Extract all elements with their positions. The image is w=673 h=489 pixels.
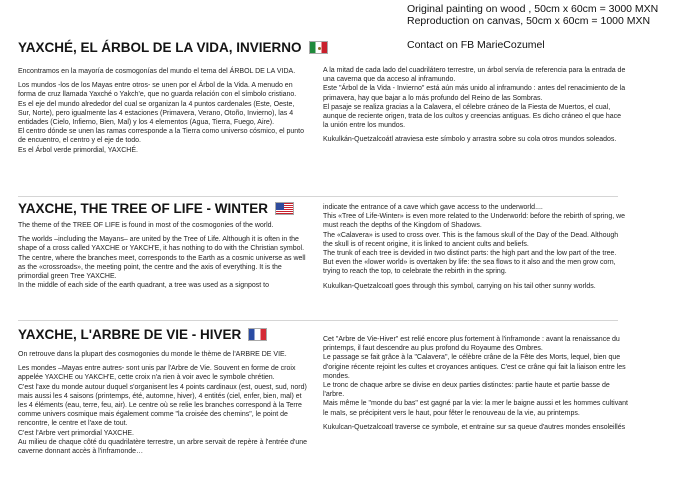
paragraph: The «Calavera» is used to cross over. This is the famous skull of the Day of the Dead. Although the skull is of recent origine, it is linked to ancient cults and beliefs.	[323, 231, 619, 248]
paragraph: Cet "Arbre de Vie-Hiver" est relié encore plus fortement à l'inframonde : avant la renaissance du printemps, il faut descendre au plus profond du Royaume des Ombres.	[323, 336, 620, 353]
paragraph: On retrouve dans la plupart des cosmogonies du monde le thème de l'ARBRE DE VIE.	[18, 351, 287, 358]
paragraph: Mais même le "monde du bas" est gagné par la vie: la mer le baigne aussi et les hommes cultivant le maïs, se précipitent vers le haut, pour fêter le renouveau de la vie, au printemps.	[323, 400, 628, 417]
paragraph: Kukulkan-Quetzalcoatl goes through this symbol, carrying on his tail other sunny worlds.	[323, 282, 596, 290]
spanish-left-column	[18, 67, 308, 155]
france-flag-icon	[248, 328, 267, 341]
mexico-flag-icon	[309, 41, 328, 54]
paragraph: Le tronc de chaque arbre se divise en deux parties distinctes: partie haute et partie basse de l'arbre.	[323, 382, 610, 399]
paragraph: In the middle of each side of the earth quadrant, a tree was used as a signpost to	[18, 282, 269, 290]
paragraph: Es el eje del mundo alrededor del cual se organizan la 4 puntos cardenales (Este, Oeste, Sur, Norte), pero igualmente las 4 estaciones (Primavera, Verano, Otoño, Invierno), las 4 entidades (Cielo, Infierno, Bien, Mal) y los 4 elementos (Agua, Tierra, Fuego, Aire).	[18, 100, 295, 127]
paragraph: Kukulcan-Quetzalcoatl traverse ce symbole, et entraine sur sa queue d'autres mondes ensoleillés	[323, 423, 626, 431]
paragraph: C'est l'Arbre vert primordial YAXCHE.	[18, 429, 135, 437]
divider	[18, 196, 618, 197]
paragraph: But even the «lower world» is overtaken by life: the sea flows to it also and the men grow corn, trying to reach the top, to celebrate the rebirth in the spring.	[323, 259, 616, 276]
paragraph: indicate the entrance of a cave which gave access to the underworld....	[323, 204, 543, 211]
paragraph: The worlds –including the Mayans– are united by the Tree of Life. Although it is often in the shape of a cross called YAXCHE or YAKCH'E, it has nothing to do with the Christian symbol.	[18, 236, 305, 253]
paragraph: El centro dónde se unen las ramas corresponde a la Tierra como universo cósmico, el punto de encuentro, el centro y el eje de todo.	[18, 128, 304, 145]
paragraph: Los mundos -los de los Mayas entre otros- se unen por el Árbol de la Vida. A menudo en forma de cruz llamada Yaxché o Yakch'e, que no guarda relación con el símbolo cristiano.	[18, 82, 297, 99]
paragraph: Es el Árbol verde primordial, YAXCHÉ.	[18, 146, 138, 154]
usa-flag-icon	[275, 202, 294, 215]
price-reproduction: Reproduction on canvas, 50cm x 60cm = 1000 MXN	[407, 15, 651, 27]
spanish-title	[18, 40, 328, 55]
english-right-column	[323, 203, 628, 291]
paragraph: The theme of the TREE OF LIFE is found in most of the cosmogonies of the world.	[18, 222, 274, 229]
french-title-text: YAXCHE, L'ARBRE DE VIE - HIVER	[18, 327, 242, 342]
english-left-column	[18, 221, 308, 290]
paragraph: Encontramos en la mayoría de cosmogonías del mundo el tema del ÁRBOL DE LA VIDA.	[18, 68, 296, 75]
english-title-text: YAXCHE, THE TREE OF LIFE - WINTER	[18, 201, 269, 216]
paragraph: Les mondes –Mayas entre autres- sont unis par l'Arbre de Vie. Souvent en forme de croix appelée YAXCHE ou YAKCH'E, cette croix n'a rien à voir avec le symbole chrétien.	[18, 365, 296, 382]
paragraph: Este "Árbol de la Vida - Invierno" está aún más unido al inframundo : antes del renacimiento de la primavera, hay que bajar a lo más profundo del Reino de las Sombras.	[323, 85, 626, 102]
paragraph: The centre, where the branches meet, corresponds to the Earth as a cosmic universe as well as the «crossroads», the meeting point, the centre and the axis of everything. It is the primordial green Tree YAXCHE.	[18, 254, 306, 281]
paragraph: Au milieu de chaque côté du quadrilatère terrestre, un arbre servait de repère à l'entrée d'une caverne donnant accès à l'inframonde…	[18, 438, 308, 456]
paragraph: Kukulkán-Quetzalcoátl atraviesa este símbolo y arrastra sobre su cola otros mundos soleados.	[323, 136, 617, 144]
paragraph: This «Tree of Life-Winter» is even more related to the Underworld: before the rebirth of spring, we must reach the depths of the Kingdom of Shadows.	[323, 213, 626, 230]
spanish-right-column	[323, 66, 628, 145]
contact-note: Contact on FB MarieCozumel	[407, 39, 545, 51]
french-title	[18, 327, 267, 342]
paragraph: The trunk of each tree is devided in two distinct parts: the high part and the low part of the tree.	[323, 250, 617, 258]
spanish-title-text: YAXCHÉ, EL ÁRBOL DE LA VIDA, INVIERNO	[18, 40, 302, 55]
paragraph: Le passage se fait grâce à la "Calavera", le célèbre crâne de la Fête des Morts, lequel, bien que d'origine récente rejoint les cultes et croyances antiques. C'est ce crâne qui fait la liaison entre les mondes.	[323, 354, 626, 380]
english-title	[18, 201, 294, 216]
paragraph: El pasaje se realiza gracias a la Calavera, el célebre cráneo de la Fiesta de Muertos, el cual, aunque de reciente origen, trata de los cultos y creencias antiguas. Es dicho cráneo el que hace la unión entre los mundos.	[323, 103, 622, 130]
paragraph: C'est l'axe du monde autour duquel s'organisent les 4 points cardinaux (est, ouest, sud, nord) mais aussi les 4 saisons (printemps, été, automne, hiver), 4 entités (ciel, enfer, bien, mal) et les 4 éléments (eau, terre, feu, air). Le centre où se relie les branches correspond à la Terre comme univers cosmique mais également comme "la croisée des chemins", le point de rencontre, le centre et l'axe de tout.	[18, 383, 307, 428]
paragraph: A la mitad de cada lado del cuadrilátero terrestre, un árbol servía de referencia para la entrada de una caverna que da acceso al inframundo.	[323, 67, 626, 84]
french-right-column	[323, 335, 628, 432]
price-painting: Original painting on wood , 50cm x 60cm = 3000 MXN	[407, 3, 659, 15]
divider	[18, 320, 618, 321]
french-left-column	[18, 350, 308, 456]
